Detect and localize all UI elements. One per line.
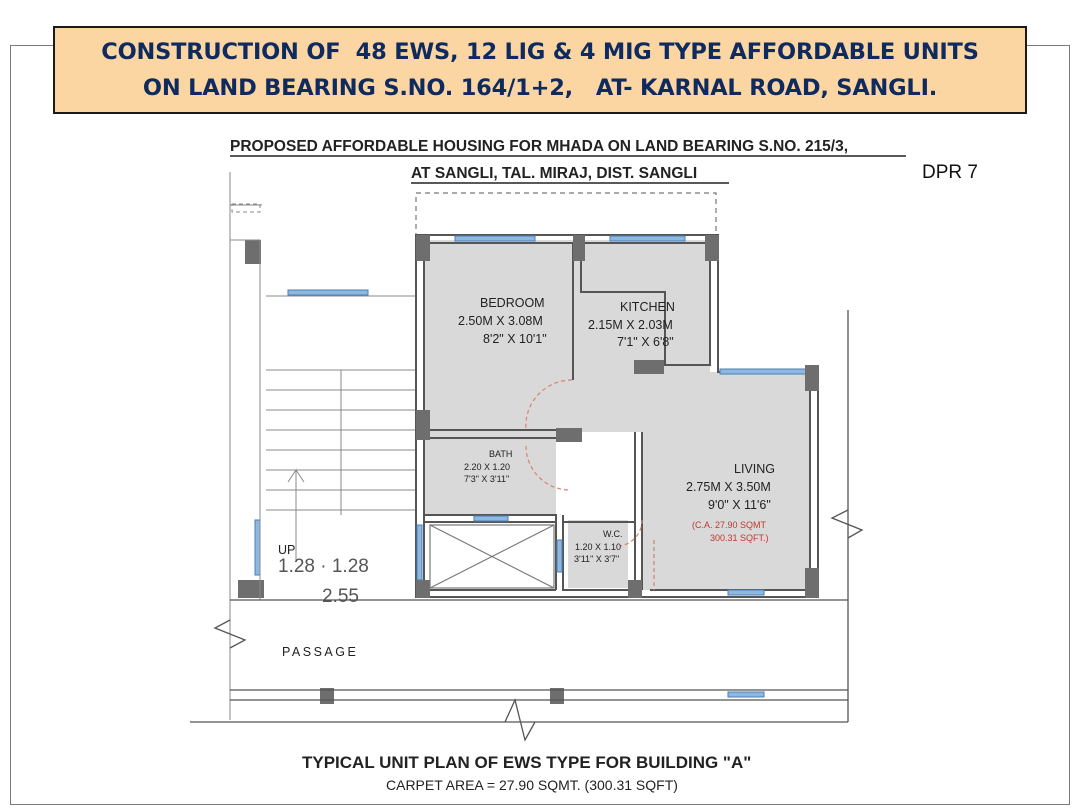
wc-label: W.C. [603,529,623,539]
living-imperial: 9'0" X 11'6" [708,498,771,512]
living-carpet-area-1: (C.A. 27.90 SQMT [692,520,767,530]
stair-up-label: UP [278,543,296,557]
kitchen-label: KITCHEN [620,300,675,314]
plan-caption: TYPICAL UNIT PLAN OF EWS TYPE FOR BUILDING "A" [302,753,752,772]
wc-imperial: 3'11" X 3'7" [574,554,620,564]
bedroom-label: BEDROOM [480,296,545,310]
plan-title-2: AT SANGLI, TAL. MIRAJ, DIST. SANGLI [411,165,698,182]
bedroom-imperial: 8'2" X 10'1" [483,332,547,346]
shaft [430,525,554,588]
bath-metric: 2.20 X 1.20 [464,462,511,472]
header-line-1: CONSTRUCTION OF 48 EWS, 12 LIG & 4 MIG TYPE AFFORDABLE UNITS [101,39,979,65]
bath-label: BATH [489,449,513,459]
bedroom-metric: 2.50M X 3.08M [458,314,543,328]
living-carpet-area-2: 300.31 SQFT.) [710,533,769,543]
header-line-2: ON LAND BEARING S.NO. 164/1+2, AT- KARNAL ROAD, SANGLI. [142,75,938,101]
kitchen-imperial: 7'1" X 6'8" [617,335,674,349]
living-metric: 2.75M X 3.50M [686,480,771,494]
bath-imperial: 7'3" X 3'11" [464,474,510,484]
dpr-badge: DPR 7 [922,162,978,183]
plan-title-1: PROPOSED AFFORDABLE HOUSING FOR MHADA ON LAND BEARING S.NO. 215/3, [230,138,849,155]
living-label: LIVING [734,462,775,476]
plan-subcaption: CARPET AREA = 27.90 SQMT. (300.31 SQFT) [386,777,678,793]
passage-label: PASSAGE [282,645,359,659]
wc-metric: 1.20 X 1.10 [575,542,622,552]
kitchen-metric: 2.15M X 2.03M [588,318,673,332]
stair-dims: 1.28 · 1.28 [278,556,369,577]
stair-total: 2.55 [322,586,359,607]
